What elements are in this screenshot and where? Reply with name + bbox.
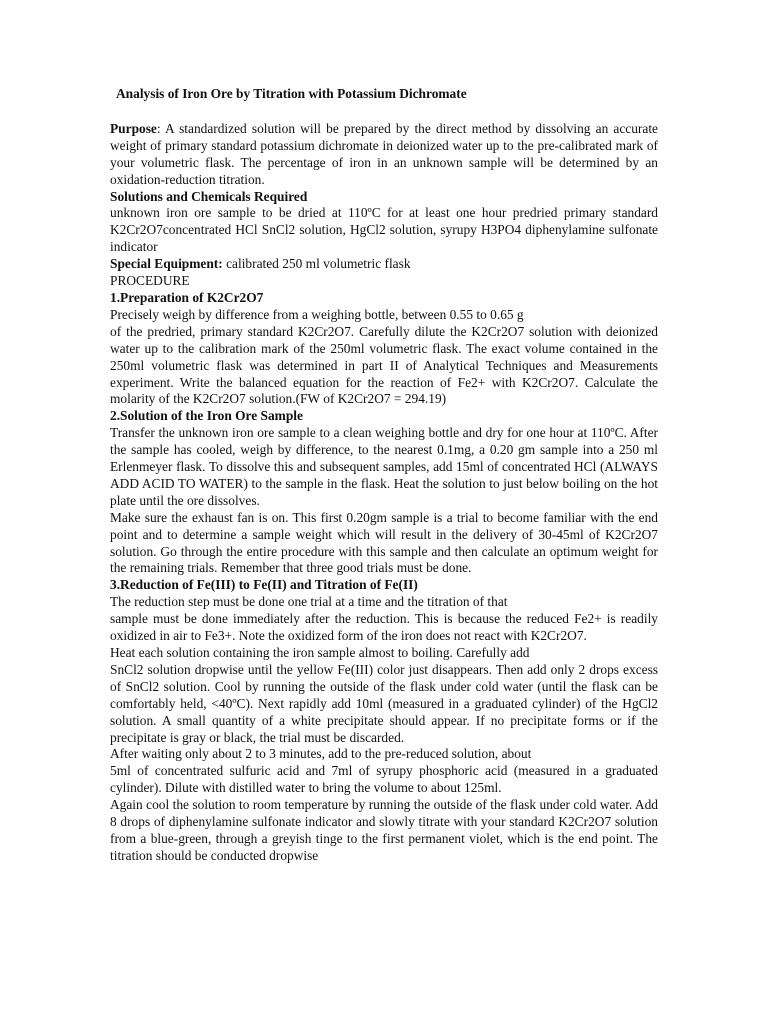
section3-line2: Heat each solution containing the iron sample almost to boiling. Carefully add: [110, 645, 530, 660]
section3-text4: Again cool the solution to room temperature by running the outside of the flask under cold water. Add 8 drops of diphenylamine sulfonate indicator and slowly titrate with your standard K2Cr2O7 solution from a blue-green, through a greyish tinge to the first permanent violet, which is the end point. The titration should be conducted dropwise: [110, 797, 658, 863]
equipment-text: calibrated 250 ml volumetric flask: [222, 256, 411, 272]
equipment-paragraph: [110, 256, 658, 273]
section3-line3: After waiting only about 2 to 3 minutes, add to the pre-reduced solution, about: [110, 746, 532, 762]
section2-text2: Make sure the exhaust fan is on. This first 0.20gm sample is a trial to become familiar with the end point and to determine a sample weight which will result in the delivery of 30-45ml of K2Cr2O7 solution. Go through the entire procedure with this sample and then calculate an optimum weight for the remaining trials. Remember that three good trials must be done.: [110, 509, 658, 576]
document-page: [110, 86, 658, 865]
section1-heading: 1.Preparation of K2Cr2O7: [110, 289, 264, 305]
purpose-text: : A standardized solution will be prepared by the direct method by dissolving an accurate weight of primary standard potassium dichromate in deionized water up to the pre-calibrated mark of your volumetric flask. The percentage of iron in an unknown sample will be determined by an oxidation-reduction titration.: [110, 120, 658, 187]
section3-text3: 5ml of concentrated sulfuric acid and 7ml of syrupy phosphoric acid (measured in a graduated cylinder). Dilute with distilled water to bring the volume to about 125ml.: [110, 763, 658, 796]
purpose-paragraph: [110, 121, 658, 189]
purpose-label: Purpose: [110, 120, 157, 136]
section2-heading: 2.Solution of the Iron Ore Sample: [110, 408, 303, 424]
section3-heading: 3.Reduction of Fe(III) to Fe(II) and Titration of Fe(II): [110, 577, 418, 593]
procedure-heading: PROCEDURE: [110, 273, 190, 289]
solutions-heading: Solutions and Chemicals Required: [110, 188, 308, 204]
section1-text: of the predried, primary standard K2Cr2O7. Carefully dilute the K2Cr2O7 solution with deionized water up to the calibration mark of the 250ml volumetric flask. The exact volume contained in the 250ml volumetric flask was determined in part II of Analytical Techniques and Measurements experiment. Write the balanced equation for the reaction of Fe2+ with K2Cr2O7. Calculate the molarity of the K2Cr2O7 solution.(FW of K2Cr2O7 = 294.19): [110, 323, 658, 407]
equipment-label: Special Equipment:: [110, 256, 223, 272]
section3-text1: sample must be done immediately after the reduction. This is because the reduced Fe2+ is readily oxidized in air to Fe3+. Note the oxidized form of the iron does not react with K2Cr2O7.: [110, 611, 658, 644]
document-title: Analysis of Iron Ore by Titration with Potassium Dichromate: [116, 86, 467, 101]
solutions-text: unknown iron ore sample to be dried at 110ºC for at least one hour predried primary standard K2Cr2O7concentrated HCl SnCl2 solution, HgCl2 solution, syrupy H3PO4 diphenylamine sulfonate indicator: [110, 205, 658, 255]
section1-line1: Precisely weigh by difference from a weighing bottle, between 0.55 to 0.65 g: [110, 306, 524, 322]
section3-line1: The reduction step must be done one trial at a time and the titration of that: [110, 594, 508, 610]
section3-text2: SnCl2 solution dropwise until the yellow Fe(III) color just disappears. Then add only 2 drops excess of SnCl2 solution. Cool by running the outside of the flask under cold water (until the flask can be comfortably held, <40ºC). Next rapidly add 10ml (measured in a graduated cylinder) of the HgCl2 solution. A small quantity of a white precipitate should appear. If no precipitate forms or if the precipitate is gray or black, the trial must be discarded.: [110, 661, 658, 745]
section2-text: Transfer the unknown iron ore sample to a clean weighing bottle and dry for one hour at 110ºC. After the sample has cooled, weigh by difference, to the nearest 0.1mg, a 0.20 gm sample into a 250 ml Erlenmeyer flask. To dissolve this and subsequent samples, add 15ml of concentrated HCl (ALWAYS ADD ACID TO WATER) to the sample in the flask. Heat the solution to just below boiling on the hot plate until the ore dissolves.: [110, 425, 658, 508]
